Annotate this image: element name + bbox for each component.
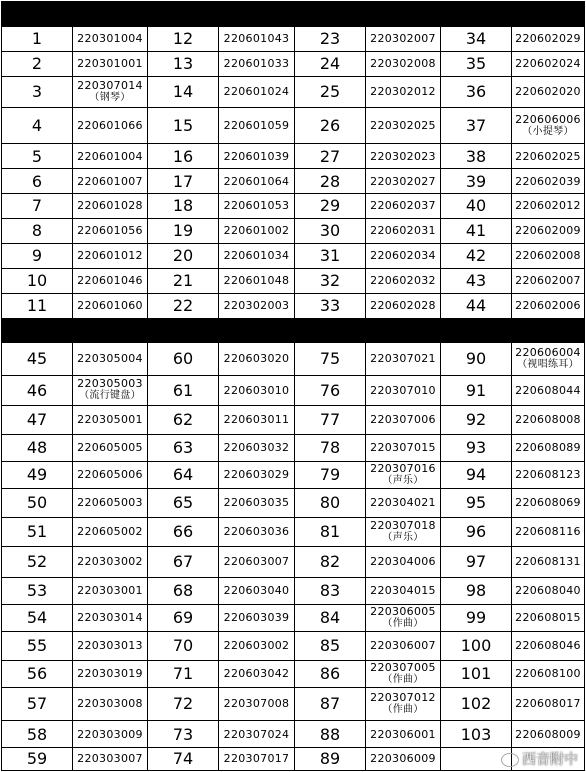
exam-id-cell: 220602012: [512, 193, 585, 218]
column-header-exam-id: 准考证号: [73, 2, 148, 27]
exam-id-cell: 220304021: [366, 488, 441, 517]
seq-cell: 2: [2, 51, 73, 76]
column-header-exam-id: 准考证号: [219, 318, 295, 343]
exam-id-cell: 220602008: [512, 243, 585, 268]
seq-cell: 66: [148, 517, 219, 546]
seq-cell: 79: [295, 461, 366, 488]
exam-id-cell: 220601004: [73, 144, 148, 169]
seq-cell: 29: [295, 193, 366, 218]
seq-cell: 8: [2, 218, 73, 243]
column-header-seq: 序 号: [295, 2, 366, 27]
seq-cell: 18: [148, 193, 219, 218]
column-header-seq: 序 号: [441, 318, 512, 343]
exam-id-cell: 220303019: [73, 660, 148, 687]
exam-id-cell: 220307010: [366, 375, 441, 405]
exam-id-cell: 220601059: [219, 107, 295, 143]
seq-cell: 46: [2, 375, 73, 405]
seq-cell: 85: [295, 631, 366, 660]
exam-id-cell: 220608116: [512, 517, 585, 546]
seq-cell: 75: [295, 343, 366, 375]
exam-id-cell: 220602028: [366, 293, 441, 318]
seq-cell: 101: [441, 660, 512, 687]
seq-cell: 20: [148, 243, 219, 268]
seq-cell: 16: [148, 144, 219, 169]
seq-cell: 73: [148, 721, 219, 748]
seq-cell: 87: [295, 687, 366, 720]
seq-cell: 37: [441, 107, 512, 143]
exam-id-cell: 220602025: [512, 144, 585, 169]
instrument-note: （作曲）: [382, 617, 424, 629]
exam-id-cell: 220305004: [73, 343, 148, 375]
exam-id-cell: 220306007: [366, 631, 441, 660]
seq-cell: 47: [2, 405, 73, 434]
exam-id-cell: 220303007: [73, 747, 148, 770]
exam-id-cell: 220608009: [512, 721, 585, 748]
table-row: [2, 218, 585, 243]
exam-id-cell: 220605003: [73, 488, 148, 517]
exam-id-cell: 220602037: [366, 193, 441, 218]
exam-id-cell: 220601048: [219, 268, 295, 293]
table-row: [2, 461, 585, 488]
seq-cell: 64: [148, 461, 219, 488]
exam-id-cell: 220605005: [73, 434, 148, 461]
seq-cell: 65: [148, 488, 219, 517]
column-header-exam-id: 准考证号: [512, 318, 585, 343]
exam-id-cell: 220303002: [73, 546, 148, 577]
exam-id-cell: 220608100: [512, 660, 585, 687]
column-header-exam-id: 准考证号: [219, 2, 295, 27]
exam-id-cell: 220603042: [219, 660, 295, 687]
exam-id-cell: 220307024: [219, 721, 295, 748]
exam-id-cell: 220602007: [512, 268, 585, 293]
exam-id-number: 220307014: [77, 78, 143, 92]
exam-id-cell: 220608069: [512, 488, 585, 517]
exam-id-cell: 220307008: [219, 687, 295, 720]
seq-cell: 11: [2, 293, 73, 318]
seq-cell: 5: [2, 144, 73, 169]
exam-id-cell: [512, 343, 585, 375]
column-header-seq: 序 号: [2, 2, 73, 27]
exam-id-number: 220307012: [370, 690, 436, 704]
exam-id-cell: 220307017: [219, 747, 295, 770]
table-row: [2, 604, 585, 631]
exam-id-cell: 220303008: [73, 687, 148, 720]
exam-id-cell: 220601039: [219, 144, 295, 169]
exam-id-number: 220305003: [77, 377, 143, 391]
seq-cell: 52: [2, 546, 73, 577]
seq-cell: 3: [2, 76, 73, 107]
watermark: [501, 749, 578, 769]
seq-cell: 70: [148, 631, 219, 660]
admission-table: [1, 1, 585, 771]
exam-id-cell: 220603029: [219, 461, 295, 488]
exam-id-cell: 220601028: [73, 193, 148, 218]
table-row: [2, 747, 585, 770]
exam-id-cell: 220608089: [512, 434, 585, 461]
exam-id-cell: 220601053: [219, 193, 295, 218]
seq-cell: 40: [441, 193, 512, 218]
seq-cell: 48: [2, 434, 73, 461]
exam-id-cell: 220602006: [512, 293, 585, 318]
exam-id-cell: 220602020: [512, 76, 585, 107]
exam-id-cell: 220305001: [73, 405, 148, 434]
seq-cell: 31: [295, 243, 366, 268]
table-row: [2, 26, 585, 51]
exam-id-cell: 220601066: [73, 107, 148, 143]
exam-id-cell: 220603007: [219, 546, 295, 577]
instrument-note: （作曲）: [382, 703, 424, 715]
seq-cell: 72: [148, 687, 219, 720]
seq-cell: 34: [441, 26, 512, 51]
seq-cell: 60: [148, 343, 219, 375]
exam-id-cell: 220302027: [366, 169, 441, 194]
table-row: [2, 293, 585, 318]
exam-id-cell: 220602024: [512, 51, 585, 76]
exam-id-cell: [366, 604, 441, 631]
seq-cell: 6: [2, 169, 73, 194]
seq-cell: 71: [148, 660, 219, 687]
seq-cell: 12: [148, 26, 219, 51]
seq-cell: 43: [441, 268, 512, 293]
instrument-note: （声乐）: [382, 474, 424, 486]
seq-cell: 102: [441, 687, 512, 720]
seq-cell: 77: [295, 405, 366, 434]
instrument-note: （视唱练耳）: [517, 358, 579, 370]
column-header-seq: 序 号: [148, 2, 219, 27]
exam-id-cell: 220601043: [219, 26, 295, 51]
seq-cell: 61: [148, 375, 219, 405]
exam-id-cell: 220603035: [219, 488, 295, 517]
seq-cell: 22: [148, 293, 219, 318]
seq-cell: 4: [2, 107, 73, 143]
exam-id-cell: [512, 107, 585, 143]
exam-id-number: 220307016: [370, 461, 436, 475]
exam-id-cell: 220605002: [73, 517, 148, 546]
exam-id-cell: 220602029: [512, 26, 585, 51]
exam-id-cell: 220601034: [219, 243, 295, 268]
exam-id-cell: [366, 517, 441, 546]
seq-cell: 53: [2, 577, 73, 604]
column-header-seq: 序 号: [148, 318, 219, 343]
exam-id-cell: 220302003: [219, 293, 295, 318]
exam-id-cell: 220608123: [512, 461, 585, 488]
seq-cell: 14: [148, 76, 219, 107]
exam-id-cell: 220307021: [366, 343, 441, 375]
exam-id-cell: 220601033: [219, 51, 295, 76]
exam-id-cell: 220608040: [512, 577, 585, 604]
exam-id-cell: 220601024: [219, 76, 295, 107]
exam-id-cell: 220303009: [73, 721, 148, 748]
exam-id-cell: 220601064: [219, 169, 295, 194]
table-row: [2, 577, 585, 604]
column-header-seq: 序 号: [295, 318, 366, 343]
seq-cell: 17: [148, 169, 219, 194]
exam-id-cell: 220301001: [73, 51, 148, 76]
seq-cell: 90: [441, 343, 512, 375]
seq-cell: 44: [441, 293, 512, 318]
exam-id-cell: 220605006: [73, 461, 148, 488]
exam-id-cell: 220608017: [512, 687, 585, 720]
exam-id-cell: [366, 660, 441, 687]
exam-id-cell: 220304006: [366, 546, 441, 577]
table-row: [2, 546, 585, 577]
seq-cell: 62: [148, 405, 219, 434]
table-row: [2, 405, 585, 434]
seq-cell: 32: [295, 268, 366, 293]
column-header-seq: 序 号: [441, 2, 512, 27]
seq-cell: 68: [148, 577, 219, 604]
column-header-exam-id: 准考证号: [512, 2, 585, 27]
table-row: [2, 107, 585, 143]
exam-id-cell: 220602032: [366, 268, 441, 293]
seq-cell: 36: [441, 76, 512, 107]
seq-cell: 49: [2, 461, 73, 488]
exam-id-cell: 220603011: [219, 405, 295, 434]
seq-cell: 25: [295, 76, 366, 107]
exam-id-cell: 220302007: [366, 26, 441, 51]
seq-cell: 13: [148, 51, 219, 76]
seq-cell: 74: [148, 747, 219, 770]
table-row: [2, 144, 585, 169]
seq-cell: 94: [441, 461, 512, 488]
exam-id-number: 220606006: [515, 112, 581, 126]
table-row: [2, 193, 585, 218]
seq-cell: 30: [295, 218, 366, 243]
seq-cell: 33: [295, 293, 366, 318]
seq-cell: 38: [441, 144, 512, 169]
seq-cell: 9: [2, 243, 73, 268]
exam-id-cell: 220603020: [219, 343, 295, 375]
seq-cell: 63: [148, 434, 219, 461]
seq-cell: 89: [295, 747, 366, 770]
exam-id-cell: 220303014: [73, 604, 148, 631]
seq-cell: 23: [295, 26, 366, 51]
seq-cell: 78: [295, 434, 366, 461]
seq-cell: 15: [148, 107, 219, 143]
exam-id-cell: 220608131: [512, 546, 585, 577]
table-row: [2, 660, 585, 687]
instrument-note: （小提琴）: [522, 125, 574, 137]
table-row: [2, 434, 585, 461]
seq-cell: 88: [295, 721, 366, 748]
exam-id-cell: 220603039: [219, 604, 295, 631]
exam-id-number: 220306005: [370, 604, 436, 618]
exam-id-cell: 220601056: [73, 218, 148, 243]
seq-cell: 91: [441, 375, 512, 405]
seq-cell: 96: [441, 517, 512, 546]
seq-cell: 81: [295, 517, 366, 546]
header-row: [2, 318, 585, 343]
exam-id-cell: 220307015: [366, 434, 441, 461]
exam-id-cell: 220603010: [219, 375, 295, 405]
exam-id-cell: 220602031: [366, 218, 441, 243]
seq-cell: 92: [441, 405, 512, 434]
seq-cell: 103: [441, 721, 512, 748]
seq-cell: 76: [295, 375, 366, 405]
exam-id-cell: 220608008: [512, 405, 585, 434]
seq-cell: 39: [441, 169, 512, 194]
seq-cell: 82: [295, 546, 366, 577]
seq-cell: 35: [441, 51, 512, 76]
column-header-exam-id: 准考证号: [366, 318, 441, 343]
instrument-note: （流行键盘）: [79, 390, 141, 402]
column-header-exam-id: 准考证号: [73, 318, 148, 343]
seq-cell: 7: [2, 193, 73, 218]
seq-cell: 41: [441, 218, 512, 243]
seq-cell: 86: [295, 660, 366, 687]
seq-cell: 80: [295, 488, 366, 517]
table-row: [2, 76, 585, 107]
exam-id-cell: 220302008: [366, 51, 441, 76]
exam-id-cell: 220601046: [73, 268, 148, 293]
exam-id-cell: 220303013: [73, 631, 148, 660]
seq-cell: 58: [2, 721, 73, 748]
exam-id-cell: 220602039: [512, 169, 585, 194]
seq-cell: 97: [441, 546, 512, 577]
exam-id-cell: 220302025: [366, 107, 441, 143]
exam-id-cell: 220601060: [73, 293, 148, 318]
exam-id-cell: [73, 76, 148, 107]
table-row: [2, 721, 585, 748]
exam-id-number: 220307018: [370, 518, 436, 532]
exam-id-cell: 220303001: [73, 577, 148, 604]
exam-id-cell: 220302023: [366, 144, 441, 169]
exam-id-cell: 220306001: [366, 721, 441, 748]
table-row: [2, 169, 585, 194]
exam-id-cell: [366, 461, 441, 488]
seq-cell: 56: [2, 660, 73, 687]
exam-id-cell: 220601007: [73, 169, 148, 194]
exam-id-number: 220307005: [370, 660, 436, 674]
table-row: [2, 243, 585, 268]
exam-id-cell: 220603040: [219, 577, 295, 604]
exam-id-number: 220606004: [515, 345, 581, 359]
seq-cell: 45: [2, 343, 73, 375]
seq-cell: 42: [441, 243, 512, 268]
exam-id-cell: [366, 687, 441, 720]
table-row: [2, 51, 585, 76]
watermark-text: 西音附中: [522, 752, 578, 768]
column-header-seq: 序 号: [2, 318, 73, 343]
exam-id-cell: 220603002: [219, 631, 295, 660]
exam-id-cell: 220601002: [219, 218, 295, 243]
seq-cell: 54: [2, 604, 73, 631]
seq-cell: 1: [2, 26, 73, 51]
seq-cell: 28: [295, 169, 366, 194]
seq-cell: 95: [441, 488, 512, 517]
instrument-note: （作曲）: [382, 673, 424, 685]
seq-cell: 83: [295, 577, 366, 604]
exam-id-cell: 220603032: [219, 434, 295, 461]
seq-cell: 10: [2, 268, 73, 293]
seq-cell: 67: [148, 546, 219, 577]
seq-cell: 100: [441, 631, 512, 660]
table-row: [2, 631, 585, 660]
seq-cell: 27: [295, 144, 366, 169]
seq-cell: 19: [148, 218, 219, 243]
seq-cell: 59: [2, 747, 73, 770]
wechat-icon: [501, 753, 519, 767]
instrument-note: （声乐）: [382, 531, 424, 543]
seq-cell: 21: [148, 268, 219, 293]
exam-id-cell: 220601012: [73, 243, 148, 268]
exam-id-cell: 220608046: [512, 631, 585, 660]
exam-id-cell: 220302012: [366, 76, 441, 107]
exam-id-cell: 220602009: [512, 218, 585, 243]
exam-id-cell: 220603036: [219, 517, 295, 546]
seq-cell: 51: [2, 517, 73, 546]
exam-id-cell: 220602034: [366, 243, 441, 268]
table-row: [2, 488, 585, 517]
exam-id-cell: 220306009: [366, 747, 441, 770]
exam-id-cell: 220307006: [366, 405, 441, 434]
seq-cell: 26: [295, 107, 366, 143]
seq-cell: 50: [2, 488, 73, 517]
seq-cell: 69: [148, 604, 219, 631]
seq-cell: 55: [2, 631, 73, 660]
seq-cell: 93: [441, 434, 512, 461]
instrument-note: （钢琴）: [89, 91, 131, 103]
seq-cell: 98: [441, 577, 512, 604]
exam-id-cell: [73, 375, 148, 405]
column-header-exam-id: 准考证号: [366, 2, 441, 27]
table-row: [2, 268, 585, 293]
seq-cell: 99: [441, 604, 512, 631]
exam-id-cell: 220301004: [73, 26, 148, 51]
table-body: [2, 2, 585, 771]
table-row: [2, 687, 585, 720]
table-row: [2, 517, 585, 546]
seq-cell: 24: [295, 51, 366, 76]
table-row: [2, 343, 585, 375]
exam-id-cell: 220608044: [512, 375, 585, 405]
header-row: [2, 2, 585, 27]
table-row: [2, 375, 585, 405]
seq-cell: 57: [2, 687, 73, 720]
exam-id-cell: 220608015: [512, 604, 585, 631]
seq-cell: 84: [295, 604, 366, 631]
exam-id-cell: 220304015: [366, 577, 441, 604]
